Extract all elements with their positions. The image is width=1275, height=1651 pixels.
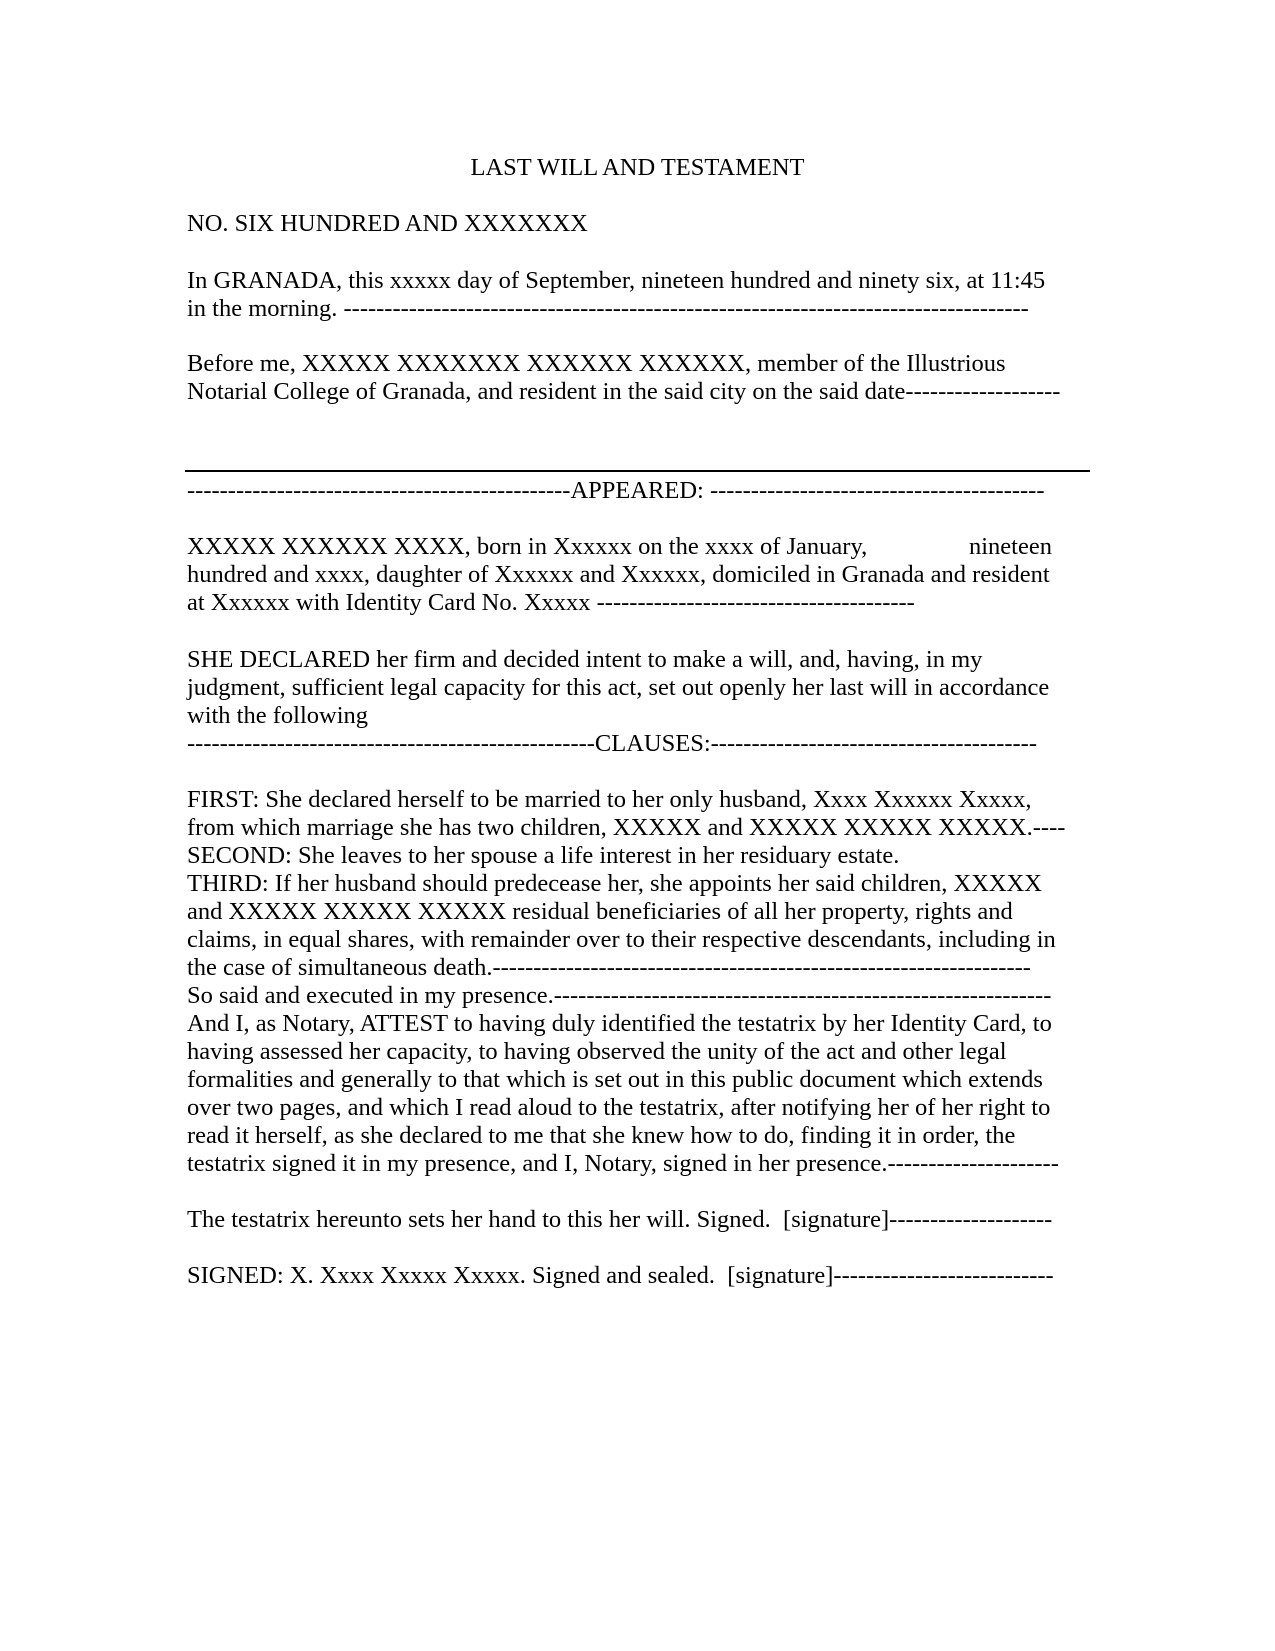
document-number: NO. SIX HUNDRED AND XXXXXXX xyxy=(187,210,588,237)
clause-line: having assessed her capacity, to having observed the unity of the act and other legal xyxy=(187,1038,1007,1065)
declaration-line-3: with the following xyxy=(187,702,369,729)
appearer-line-3: at Xxxxxx with Identity Card No. Xxxxx --------------------------------------- xyxy=(187,589,915,616)
appearer-line-1: XXXXX XXXXXX XXXX, born in Xxxxxx on the xxxx of January, xyxy=(187,533,868,560)
declaration-line-1: SHE DECLARED her firm and decided intent to make a will, and, having, in my xyxy=(187,646,983,673)
testatrix-signature-line: The testatrix hereunto sets her hand to this her will. Signed. [signature]-------------------- xyxy=(187,1206,1053,1233)
clause-line: from which marriage she has two children, XXXXX and XXXXX XXXXX XXXXX.---- xyxy=(187,814,1066,841)
clause-line: And I, as Notary, ATTEST to having duly identified the testatrix by her Identity Card, to xyxy=(187,1010,1052,1037)
appeared-heading: -----------------------------------------------APPEARED: ----------------------------------------- xyxy=(187,477,1045,504)
appearer-line-1-end: nineteen xyxy=(969,533,1052,560)
section-divider xyxy=(185,470,1090,472)
clause-line: and XXXXX XXXXX XXXXX residual beneficiaries of all her property, rights and xyxy=(187,898,1013,925)
declaration-line-2: judgment, sufficient legal capacity for this act, set out openly her last will in accordance xyxy=(187,674,1050,701)
clause-line: So said and executed in my presence.------------------------------------------------------------- xyxy=(187,982,1052,1009)
clause-line: testatrix signed it in my presence, and I, Notary, signed in her presence.--------------------- xyxy=(187,1150,1059,1177)
document-title: LAST WILL AND TESTAMENT xyxy=(470,154,805,181)
intro-line-2: in the morning. ------------------------------------------------------------------------------------ xyxy=(187,295,1029,322)
appearer-line-2: hundred and xxxx, daughter of Xxxxxx and Xxxxxx, domiciled in Granada and resident xyxy=(187,561,1050,588)
clause-line: over two pages, and which I read aloud to the testatrix, after notifying her of her right to xyxy=(187,1094,1051,1121)
clause-line: SECOND: She leaves to her spouse a life interest in her residuary estate. xyxy=(187,842,900,869)
clause-line: the case of simultaneous death.------------------------------------------------------------------ xyxy=(187,954,1031,981)
notary-line-2: Notarial College of Granada, and resident in the said city on the said date------------------- xyxy=(187,378,1061,405)
clause-line: FIRST: She declared herself to be married to her only husband, Xxxx Xxxxxx Xxxxx, xyxy=(187,786,1032,813)
notary-line-1: Before me, XXXXX XXXXXXX XXXXXX XXXXXX, member of the Illustrious xyxy=(187,350,1006,377)
clause-line: THIRD: If her husband should predecease her, she appoints her said children, XXXXX xyxy=(187,870,1042,897)
clause-line: read it herself, as she declared to me that she knew how to do, finding it in order, the xyxy=(187,1122,1016,1149)
notary-signature-line: SIGNED: X. Xxxx Xxxxx Xxxxx. Signed and sealed. [signature]--------------------------- xyxy=(187,1262,1054,1289)
intro-line-1: In GRANADA, this xxxxx day of September, nineteen hundred and ninety six, at 11:45 xyxy=(187,267,1046,294)
clauses-heading: --------------------------------------------------CLAUSES:---------------------------------------- xyxy=(187,730,1037,757)
clause-line: claims, in equal shares, with remainder over to their respective descendants, including in xyxy=(187,926,1056,953)
clause-line: formalities and generally to that which is set out in this public document which extends xyxy=(187,1066,1043,1093)
